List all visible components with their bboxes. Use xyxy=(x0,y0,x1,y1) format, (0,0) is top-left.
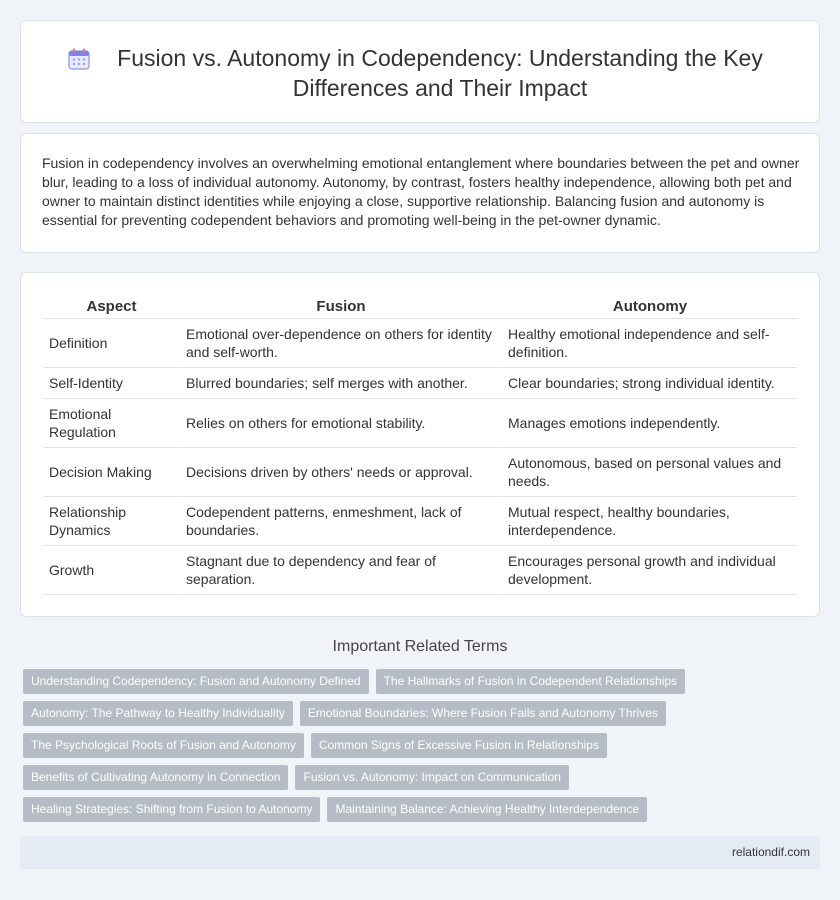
aspect-cell: Relationship Dynamics xyxy=(43,497,180,546)
related-terms-list xyxy=(23,669,823,829)
aspect-cell: Growth xyxy=(43,546,180,595)
comparison-table xyxy=(43,295,798,595)
autonomy-cell: Clear boundaries; strong individual identity. xyxy=(502,368,798,399)
table-row xyxy=(43,319,798,368)
related-term-tag[interactable]: Maintaining Balance: Achieving Healthy Interdependence xyxy=(327,797,647,822)
related-term-tag[interactable]: Autonomy: The Pathway to Healthy Individuality xyxy=(23,701,293,726)
header-card xyxy=(20,20,820,123)
table-row xyxy=(43,546,798,595)
header-aspect: Aspect xyxy=(43,295,180,319)
autonomy-cell: Manages emotions independently. xyxy=(502,399,798,448)
table-row xyxy=(43,368,798,399)
autonomy-cell: Autonomous, based on personal values and needs. xyxy=(502,448,798,497)
footer-site-link[interactable]: relationdif.com xyxy=(731,845,810,859)
aspect-cell: Decision Making xyxy=(43,448,180,497)
header-fusion: Fusion xyxy=(180,295,502,319)
aspect-cell: Definition xyxy=(43,319,180,368)
footer xyxy=(20,836,820,869)
fusion-cell: Stagnant due to dependency and fear of separation. xyxy=(180,546,502,595)
related-term-tag[interactable]: Healing Strategies: Shifting from Fusion to Autonomy xyxy=(23,797,320,822)
header-autonomy: Autonomy xyxy=(502,295,798,319)
table-row xyxy=(43,399,798,448)
autonomy-cell: Mutual respect, healthy boundaries, interdependence. xyxy=(502,497,798,546)
related-term-tag[interactable]: Common Signs of Excessive Fusion in Relationships xyxy=(311,733,607,758)
fusion-cell: Relies on others for emotional stability. xyxy=(180,399,502,448)
intro-paragraph: Fusion in codependency involves an overwhelming emotional entanglement where boundaries between the pet and owner blur, leading to a loss of individual autonomy. Autonomy, by contrast, fosters healthy independence, allowing both pet and owner to maintain distinct identities while enjoying a close, supportive relationship. Balancing fusion and autonomy is essential for preventing codependent behaviors and promoting well-being in the pet-owner dynamic. xyxy=(42,155,800,228)
autonomy-cell: Healthy emotional independence and self-definition. xyxy=(502,319,798,368)
comparison-card xyxy=(20,272,820,617)
related-terms-heading: Important Related Terms xyxy=(332,638,508,655)
autonomy-cell: Encourages personal growth and individual development. xyxy=(502,546,798,595)
table-row xyxy=(43,497,798,546)
related-term-tag[interactable]: Benefits of Cultivating Autonomy in Connection xyxy=(23,765,288,790)
fusion-cell: Decisions driven by others' needs or approval. xyxy=(180,448,502,497)
related-term-tag[interactable]: The Hallmarks of Fusion in Codependent Relationships xyxy=(376,669,686,694)
page-title: Fusion vs. Autonomy in Codependency: Understanding the Key Differences and Their Impact xyxy=(117,45,763,101)
related-term-tag[interactable]: Emotional Boundaries: Where Fusion Fails and Autonomy Thrives xyxy=(300,701,666,726)
fusion-cell: Codependent patterns, enmeshment, lack of boundaries. xyxy=(180,497,502,546)
related-term-tag[interactable]: The Psychological Roots of Fusion and Autonomy xyxy=(23,733,304,758)
intro-card xyxy=(20,133,820,253)
fusion-cell: Emotional over-dependence on others for identity and self-worth. xyxy=(180,319,502,368)
related-term-tag[interactable]: Understanding Codependency: Fusion and Autonomy Defined xyxy=(23,669,369,694)
table-row xyxy=(43,448,798,497)
table-header-row xyxy=(43,295,798,319)
fusion-cell: Blurred boundaries; self merges with another. xyxy=(180,368,502,399)
related-term-tag[interactable]: Fusion vs. Autonomy: Impact on Communication xyxy=(295,765,568,790)
aspect-cell: Emotional Regulation xyxy=(43,399,180,448)
aspect-cell: Self-Identity xyxy=(43,368,180,399)
